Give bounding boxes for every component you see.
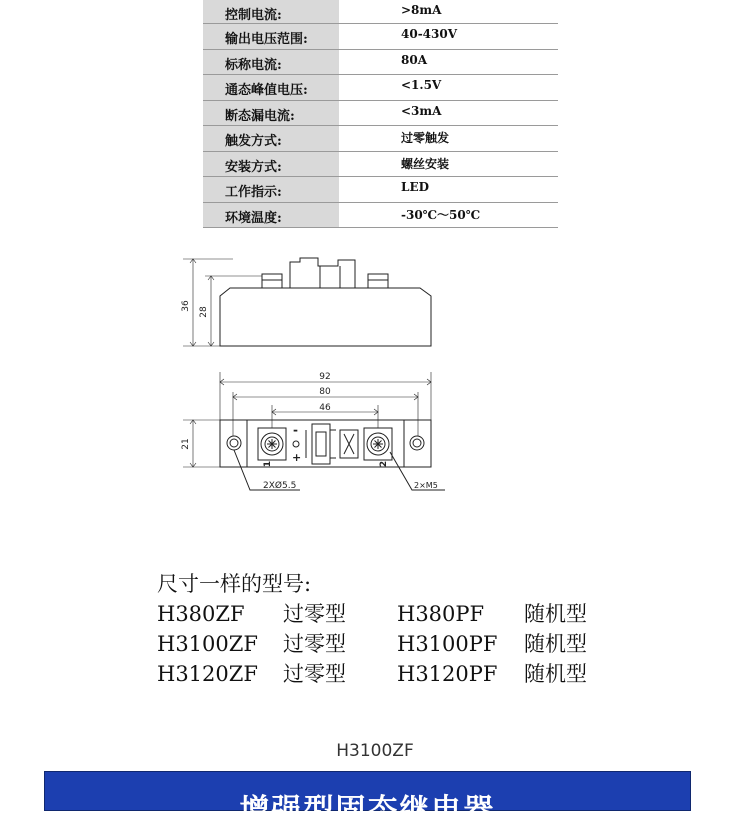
model-row [157, 629, 657, 659]
hole-note: 2XØ5.5 [263, 481, 297, 491]
dim-width-holes: 80 [319, 387, 331, 397]
spec-label: 通态峰值电压: [203, 75, 339, 100]
same-size-models [157, 569, 657, 689]
model-row [157, 659, 657, 689]
model-type: 过零型 [283, 632, 346, 656]
model-code: H3120ZF [157, 662, 258, 686]
model-code: H380PF [397, 602, 485, 626]
spec-label: 安装方式: [203, 152, 339, 177]
spec-value: 螺丝安装 [339, 152, 558, 177]
spec-value: 过零触发 [339, 126, 558, 151]
model-type: 随机型 [524, 602, 587, 626]
dim-height-total: 36 [181, 300, 191, 312]
side-view [183, 258, 431, 346]
model-type: 过零型 [283, 662, 346, 686]
spec-label: 控制电流: [203, 0, 339, 23]
spec-label: 标称电流: [203, 50, 339, 75]
screw-note: 2×M5 [414, 481, 438, 490]
spec-label: 环境温度: [203, 203, 339, 228]
model-type: 过零型 [283, 602, 346, 626]
model-code: H3100PF [397, 632, 498, 656]
banner-title: 增强型固态继电器 [239, 793, 496, 828]
model-code: H3120PF [397, 662, 498, 686]
spec-value: <3mA [339, 101, 558, 126]
dim-width-terminals: 46 [319, 403, 331, 413]
title-banner [44, 771, 691, 828]
spec-label: 触发方式: [203, 126, 339, 151]
spec-value: LED [339, 177, 558, 202]
dim-height-body: 28 [199, 306, 209, 318]
model-code: H380ZF [157, 602, 245, 626]
spec-label: 输出电压范围: [203, 24, 339, 49]
minus-label: - [293, 423, 298, 437]
dim-width-total: 92 [319, 372, 331, 382]
terminal-1-label: 1 [263, 460, 273, 468]
spec-label: 工作指示: [203, 177, 339, 202]
top-view [220, 420, 445, 490]
product-caption: H3100ZF [336, 741, 414, 761]
model-type: 随机型 [524, 662, 587, 686]
spec-value: >8mA [339, 0, 558, 23]
model-type: 随机型 [524, 632, 587, 656]
spec-value: <1.5V [339, 75, 558, 100]
spec-value: 40-430V [339, 24, 558, 49]
models-title: 尺寸一样的型号: [157, 572, 312, 596]
terminal-2-label: 2 [379, 460, 389, 468]
spec-label: 断态漏电流: [203, 101, 339, 126]
dim-depth: 21 [181, 438, 191, 450]
plus-label: + [292, 451, 302, 464]
spec-value: 80A [339, 50, 558, 75]
model-code: H3100ZF [157, 632, 258, 656]
spec-value: -30℃～50℃ [339, 203, 558, 228]
model-row [157, 599, 657, 629]
